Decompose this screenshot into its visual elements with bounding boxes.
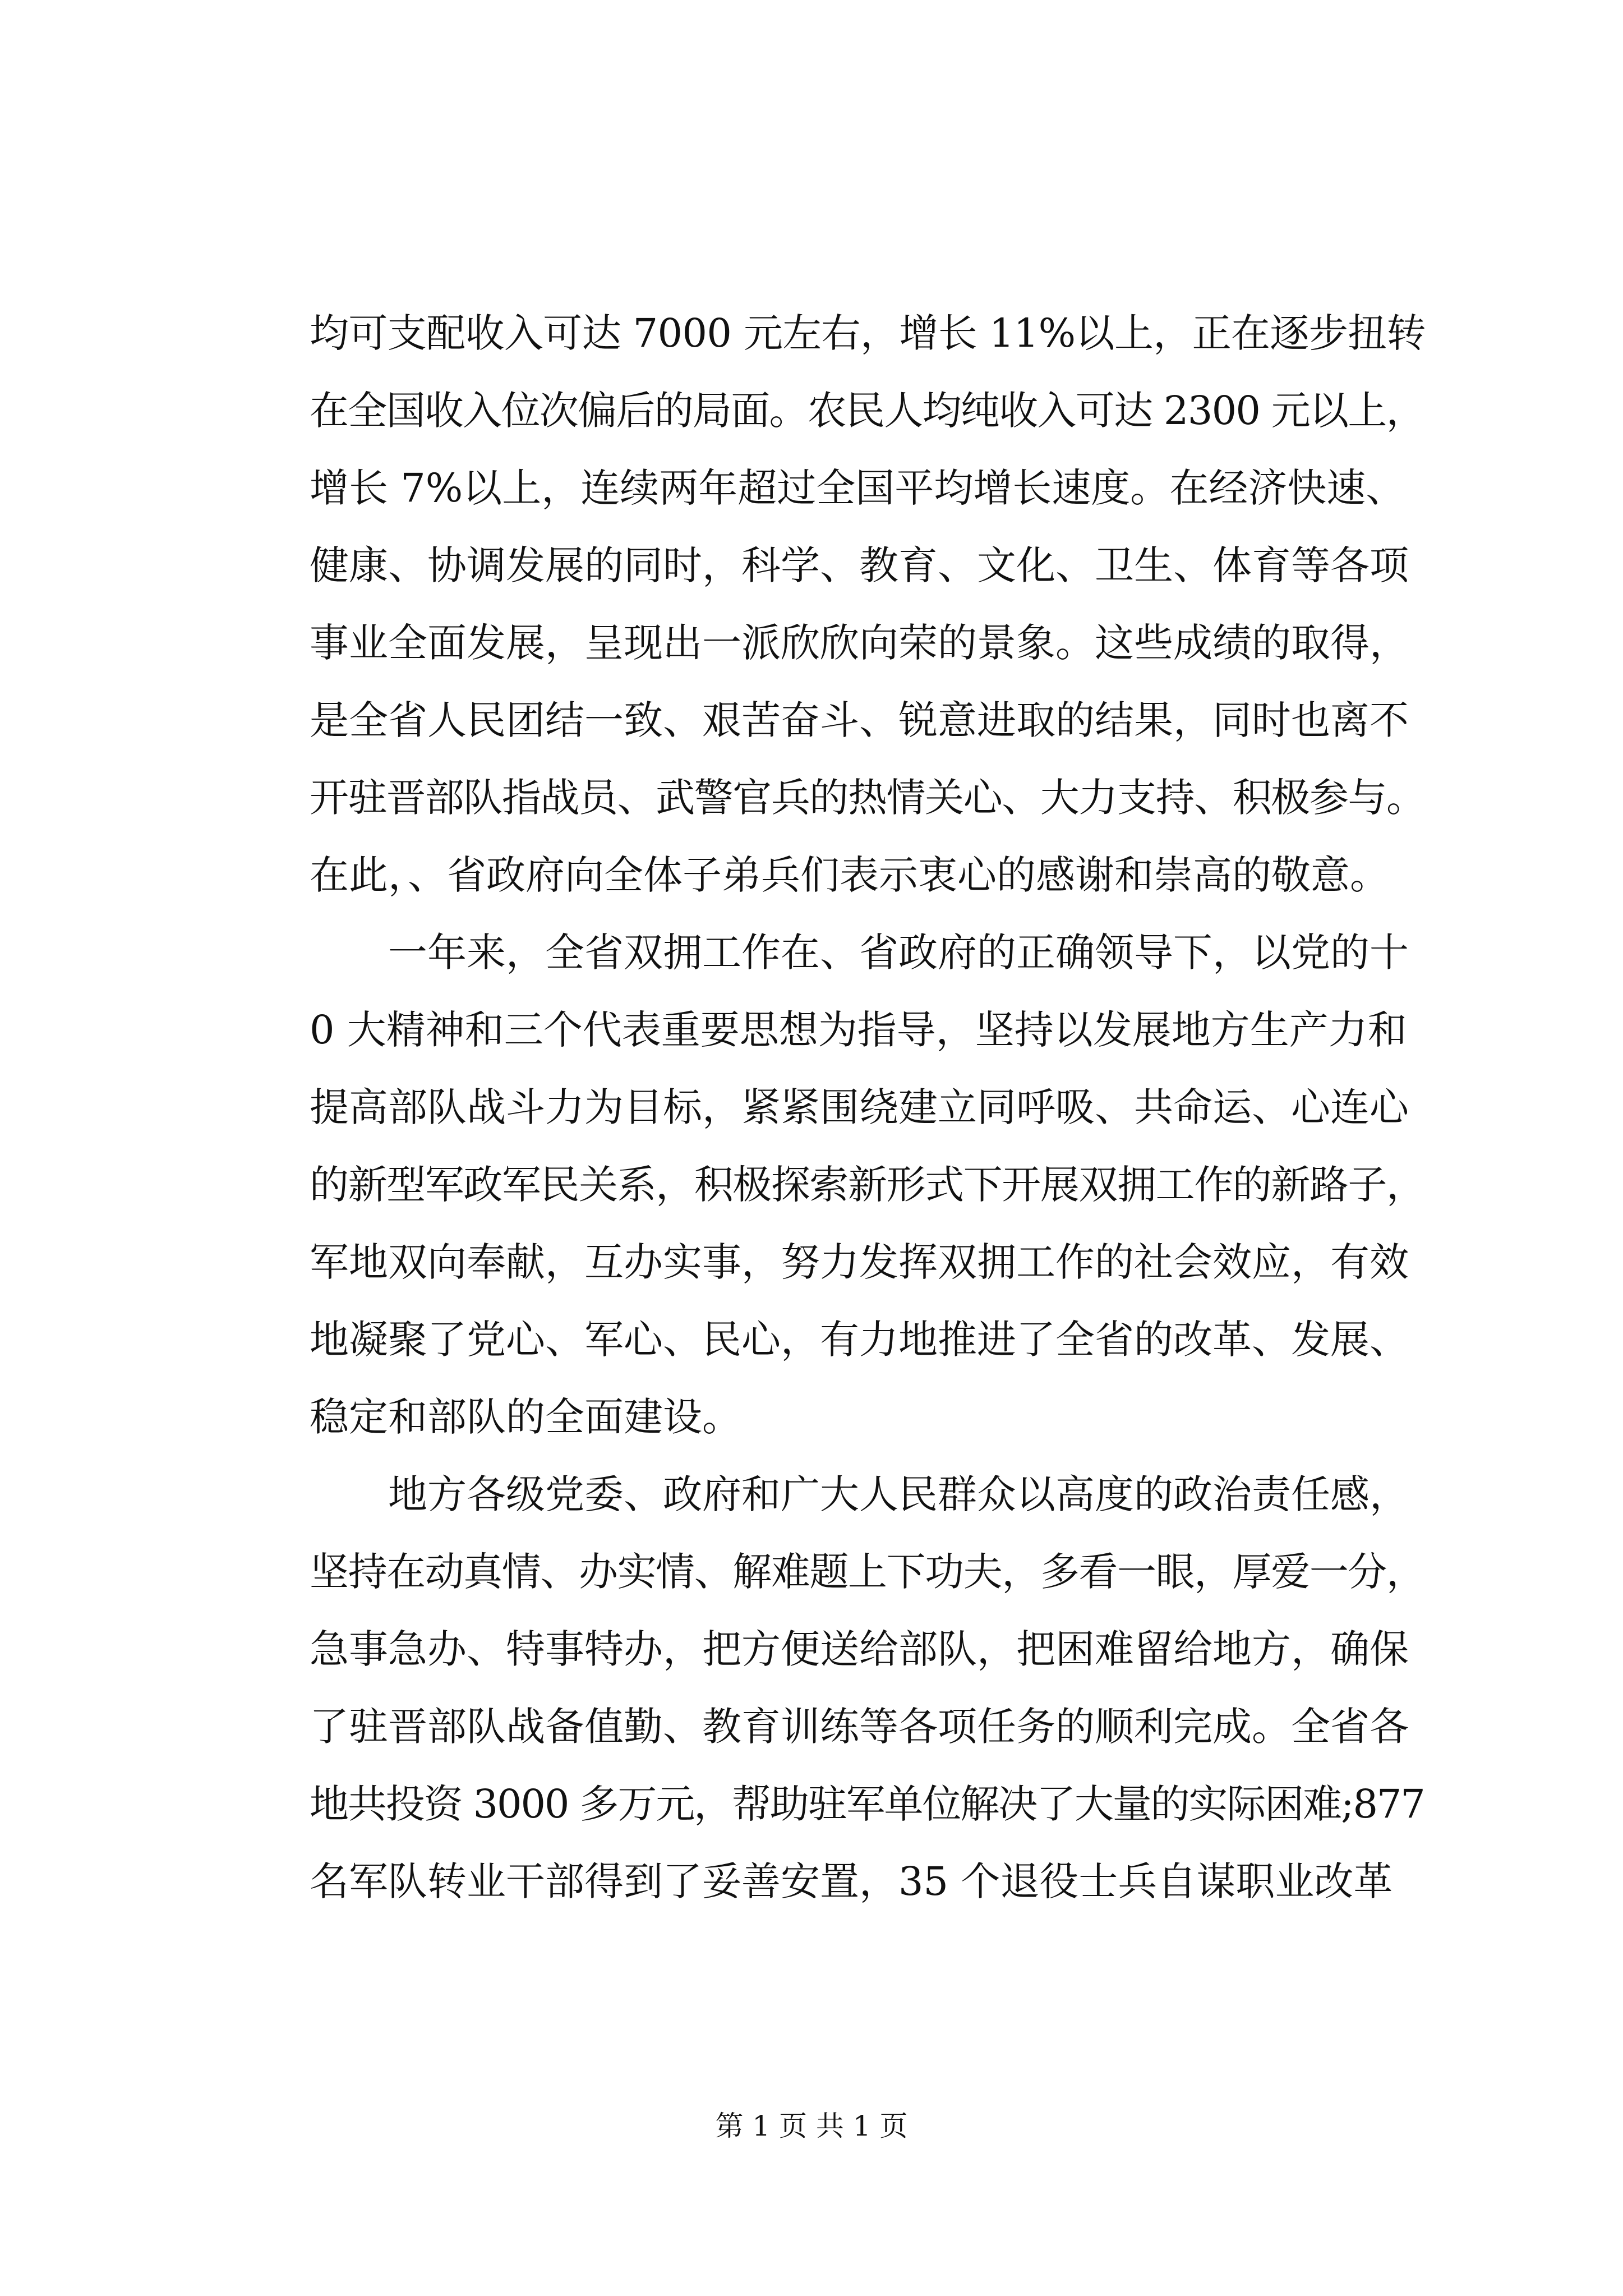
text-line: 在全国收入位次偏后的局面。农民人均纯收入可达 2300 元以上， [310,388,1424,434]
body-text [310,295,1426,1920]
text-line: 均可支配收入可达 7000 元左右，增长 11%以上，正在逐步扭转 [310,310,1426,356]
page-number-footer: 第 1 页 共 1 页 [715,2110,908,2142]
text-line: 提高部队战斗力为目标，紧紧围绕建立同呼吸、共命运、心连心 [310,1084,1409,1130]
text-line: 急事急办、特事特办，把方便送给部队，把困难留给地方，确保 [310,1626,1409,1672]
text-line: 军地双向奉献，互办实事，努力发挥双拥工作的社会效应，有效 [310,1239,1409,1285]
text-line: 在此，、省政府向全体子弟兵们表示衷心的感谢和崇高的敬意。 [310,852,1389,898]
text-line: 是全省人民团结一致、艰苦奋斗、锐意进取的结果，同时也离不 [310,697,1409,743]
text-line: 增长 7%以上，连续两年超过全国平均增长速度。在经济快速、 [310,465,1405,511]
text-line: 稳定和部队的全面建设。 [310,1394,741,1440]
text-line: 了驻晋部队战备值勤、教育训练等各项任务的顺利完成。全省各 [310,1704,1409,1750]
text-line: 的新型军政军民关系，积极探索新形式下开展双拥工作的新路子， [310,1162,1425,1208]
text-line: 地方各级党委、政府和广大人民群众以高度的政治责任感， [310,1471,1409,1517]
text-line: 地共投资 3000 多万元，帮助驻军单位解决了大量的实际困难;877 [310,1781,1424,1827]
text-line: 名军队转业干部得到了妥善安置，35 个退役士兵自谋职业改革 [310,1858,1393,1904]
text-line: 健康、协调发展的同时，科学、教育、文化、卫生、体育等各项 [310,542,1409,588]
text-line: 事业全面发展，呈现出一派欣欣向荣的景象。这些成绩的取得， [310,620,1409,666]
text-line: 开驻晋部队指战员、武警官兵的热情关心、大力支持、积极参与。 [310,775,1425,821]
text-line: 坚持在动真情、办实情、解难题上下功夫，多看一眼，厚爱一分， [310,1549,1425,1595]
text-line: 一年来，全省双拥工作在、省政府的正确领导下，以党的十 [310,930,1409,976]
text-line: 地凝聚了党心、军心、民心，有力地推进了全省的改革、发展、 [310,1317,1409,1363]
text-line: 0 大精神和三个代表重要思想为指导，坚持以发展地方生产力和 [310,1007,1407,1053]
